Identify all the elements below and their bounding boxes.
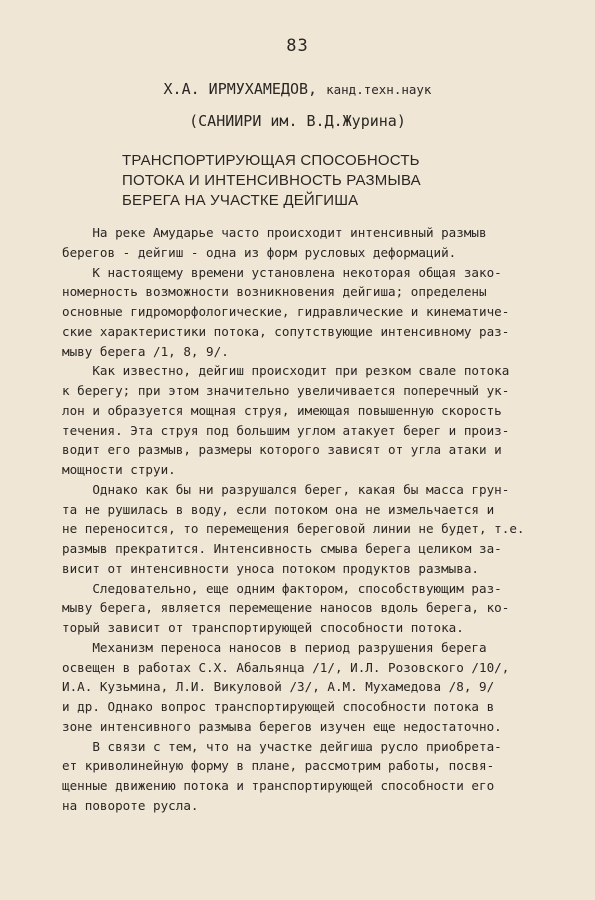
body-line: ет криволинейную форму в плане, рассмотрим работы, посвя- [62,758,495,774]
body-line: В связи с тем, что на участке дейгиша русло приобрета- [62,738,502,754]
body-line: основные гидроморфологические, гидравлические и кинематиче- [62,304,510,319]
title-line: БЕРЕГА НА УЧАСТКЕ ДЕЙГИША [122,192,359,209]
title-line: ПОТОКА И ИНТЕНСИВНОСТЬ РАЗМЫВА [122,172,421,189]
body-line: размыв прекратится. Интенсивность смыва берега целиком за- [62,541,502,556]
author-affiliation: (САНИИРИ им. В.Д.Журина) [189,112,406,130]
body-line: мыву берега /1, 8, 9/. [62,343,229,359]
body-line: водит его размыв, размеры которого зависят от угла атаки и [62,442,502,458]
author-line [0,80,595,98]
article-title [122,151,502,211]
body-line: не переносится, то перемещения береговой линии не будет, т.е. [62,521,525,537]
author-degree: канд.техн.наук [326,82,432,97]
body-line: лон и образуется мощная струя, имеющая повышенную скорость [62,402,502,418]
body-line: и др. Однако вопрос транспортирующей способности потока в [62,699,495,714]
body-line: зоне интенсивного размыва берегов изучен еще недостаточно. [62,718,502,734]
body-line: течения. Эта струя под большим углом атакует берег и произ- [62,422,510,438]
body-line: мощности струи. [62,462,176,477]
body-line: И.А. Кузьмина, Л.И. Викуловой /3/, А.М. Мухамедова /8, 9/ [62,679,495,695]
body-line: На реке Амударье часто происходит интенсивный размыв [62,225,487,240]
body-line: торый зависит от транспортирующей способности потока. [62,620,464,635]
body-line: Следовательно, еще одним фактором, способствующим раз- [62,580,502,596]
title-line: ТРАНСПОРТИРУЮЩАЯ СПОСОБНОСТЬ [122,152,420,169]
body-line: номерность возможности возникновения дейгиша; определены [62,284,487,300]
article-body [62,223,542,816]
body-line: та не рушилась в воду, если потоком она не измельчается и [62,501,495,517]
body-line: освещен в работах С.Х. Абальянца /1/, И.Л. Розовского /10/, [62,659,510,675]
body-line: Однако как бы ни разрушался берег, какая бы масса грун- [62,481,510,497]
body-line: щенные движению потока и транспортирующей способности его [62,778,495,793]
body-line: Механизм переноса наносов в период разрушения берега [62,639,487,655]
body-line: к берегу; при этом значительно увеличивается поперечный ук- [62,383,510,398]
author-name: Х.А. ИРМУХАМЕДОВ, [163,80,318,98]
body-line: мыву берега, является перемещение наносов вдоль берега, ко- [62,600,510,616]
body-line: К настоящему времени установлена некоторая общая зако- [62,264,502,280]
body-line: ские характеристики потока, сопутствующие интенсивному раз- [62,323,510,339]
body-line: висит от интенсивности уноса потоком продуктов размыва. [62,560,480,576]
page-number: 83 [286,36,309,56]
body-line: на повороте русла. [62,797,199,813]
body-line: берегов - дейгиш - одна из форм русловых деформаций. [62,244,457,260]
body-line: Как известно, дейгиш происходит при резком свале потока [62,363,510,379]
